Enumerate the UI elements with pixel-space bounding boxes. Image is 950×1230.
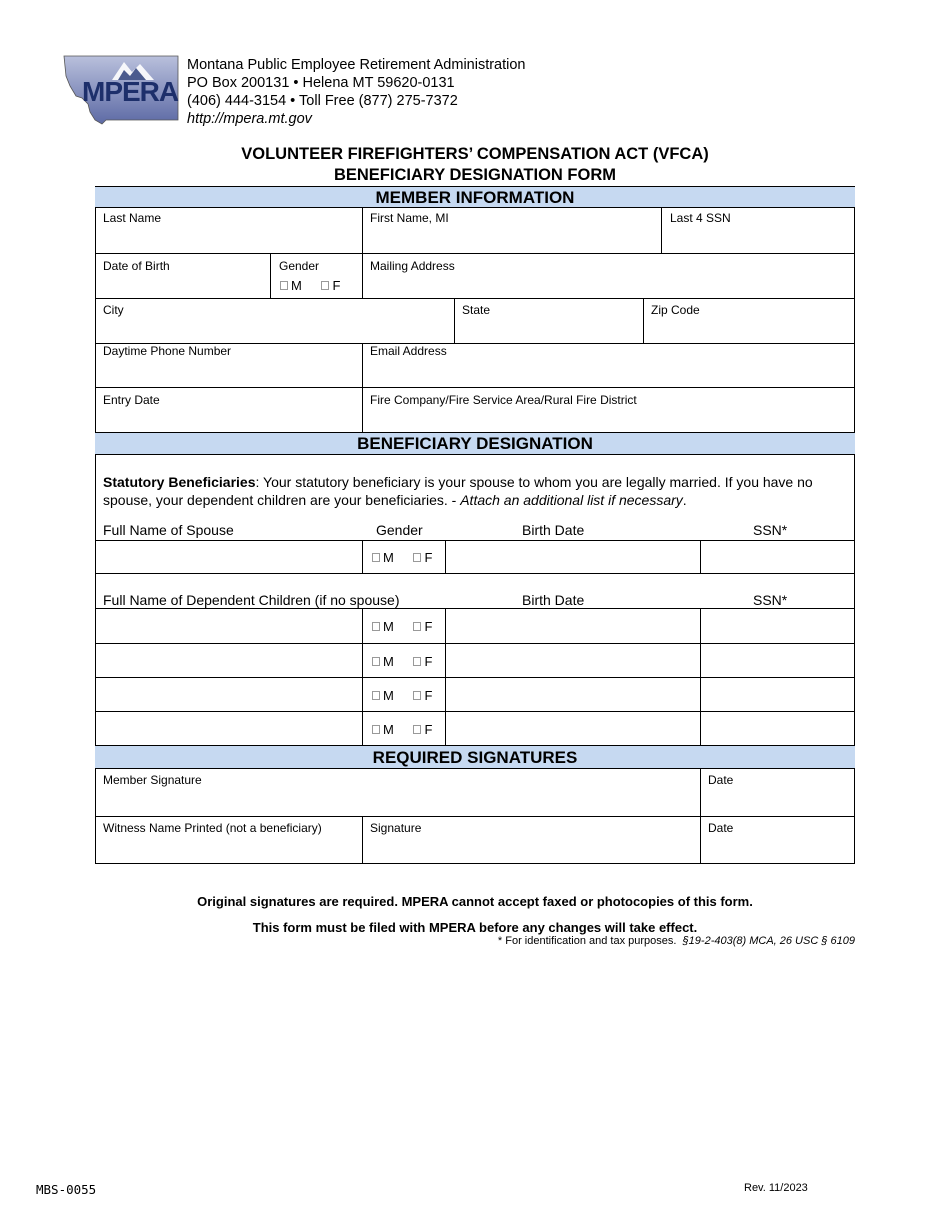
footnote: * For identification and tax purposes. §19-2-403(8) MCA, 26 USC § 6109 xyxy=(497,935,855,947)
city-input[interactable] xyxy=(100,320,454,342)
child-gender-m-checkbox[interactable]: M xyxy=(372,688,394,703)
section-signatures: REQUIRED SIGNATURES xyxy=(95,745,855,769)
witness-signature-input[interactable] xyxy=(367,838,700,862)
form-number: MBS-0055 xyxy=(36,1182,97,1197)
state-input[interactable] xyxy=(459,320,643,342)
children-birthdate-header: Birth Date xyxy=(522,592,585,608)
member-gender-f-checkbox[interactable]: F xyxy=(321,278,340,293)
witness-date-label: Date xyxy=(708,821,734,835)
child-gender-f-checkbox[interactable]: F xyxy=(413,722,432,737)
org-address: PO Box 200131 • Helena MT 59620-0131 xyxy=(187,75,455,91)
mpera-logo xyxy=(62,54,180,126)
member-gender-label: Gender xyxy=(279,259,320,273)
org-website[interactable]: http://mpera.mt.gov xyxy=(187,111,312,127)
spouse-ssn-input[interactable] xyxy=(705,545,855,571)
last4-ssn-input[interactable] xyxy=(666,228,855,252)
spouse-ssn-header: SSN* xyxy=(753,522,788,538)
children-ssn-header: SSN* xyxy=(753,592,788,608)
email-label: Email Address xyxy=(370,344,447,358)
mailing-address-label: Mailing Address xyxy=(370,259,455,273)
last-name-input[interactable] xyxy=(100,228,362,252)
spouse-gender-m-checkbox[interactable]: M xyxy=(372,550,394,565)
child-gender-options xyxy=(372,688,432,703)
first-name-input[interactable] xyxy=(367,228,661,252)
phone-input[interactable] xyxy=(100,362,362,386)
child-ssn-input[interactable] xyxy=(705,648,855,675)
fire-company-label: Fire Company/Fire Service Area/Rural Fire District xyxy=(370,393,637,407)
spouse-gender-f-checkbox[interactable]: F xyxy=(413,550,432,565)
child-gender-m-checkbox[interactable]: M xyxy=(372,722,394,737)
spouse-name-input[interactable] xyxy=(100,545,362,571)
mailing-address-input[interactable] xyxy=(367,275,855,297)
member-gender-options xyxy=(280,278,340,293)
spouse-birthdate-header: Birth Date xyxy=(522,522,585,538)
witness-name-label: Witness Name Printed (not a beneficiary) xyxy=(103,821,322,835)
child-birthdate-input[interactable] xyxy=(450,613,700,641)
child-gender-options xyxy=(372,722,432,737)
last-name-label: Last Name xyxy=(103,211,162,225)
child-gender-options xyxy=(372,619,432,634)
statutory-paragraph: Statutory Beneficiaries: Your statutory beneficiary is your spouse to whom you are legally married. If you have no spouse, your dependent children are your beneficiaries. - Attach an additional list if necessary. xyxy=(103,474,813,508)
fire-company-input[interactable] xyxy=(367,409,855,431)
child-gender-f-checkbox[interactable]: F xyxy=(413,688,432,703)
child-gender-m-checkbox[interactable]: M xyxy=(372,619,394,634)
child-birthdate-input[interactable] xyxy=(450,682,700,709)
first-name-label: First Name, MI xyxy=(370,211,449,225)
note-original-signatures: Original signatures are required. MPERA cannot accept faxed or photocopies of this form. xyxy=(197,894,753,909)
member-gender-m-checkbox[interactable]: M xyxy=(280,278,302,293)
dob-label: Date of Birth xyxy=(103,259,170,273)
member-signature-label: Member Signature xyxy=(103,773,202,787)
city-label: City xyxy=(103,303,124,317)
child-ssn-input[interactable] xyxy=(705,613,855,641)
member-signature-input[interactable] xyxy=(100,790,700,814)
section-member-info: MEMBER INFORMATION xyxy=(95,186,855,208)
entry-date-label: Entry Date xyxy=(103,393,160,407)
witness-name-input[interactable] xyxy=(100,838,362,862)
form-title-line2: BENEFICIARY DESIGNATION FORM xyxy=(333,166,617,184)
child-gender-options xyxy=(372,654,432,669)
dob-input[interactable] xyxy=(100,275,270,297)
form-title-line1: VOLUNTEER FIREFIGHTERS’ COMPENSATION ACT (VFCA) xyxy=(241,145,709,163)
last4-ssn-label: Last 4 SSN xyxy=(670,211,731,225)
child-name-input[interactable] xyxy=(100,613,362,641)
witness-signature-label: Signature xyxy=(370,821,422,835)
child-gender-f-checkbox[interactable]: F xyxy=(413,654,432,669)
child-birthdate-input[interactable] xyxy=(450,648,700,675)
child-birthdate-input[interactable] xyxy=(450,716,700,743)
state-label: State xyxy=(462,303,491,317)
org-name: Montana Public Employee Retirement Administration xyxy=(187,57,526,73)
member-date-input[interactable] xyxy=(705,790,855,814)
revision-date: Rev. 11/2023 xyxy=(744,1182,808,1194)
spouse-gender-header: Gender xyxy=(376,522,423,538)
spouse-gender-options xyxy=(372,550,432,565)
child-ssn-input[interactable] xyxy=(705,716,855,743)
section-beneficiary: BENEFICIARY DESIGNATION xyxy=(95,432,855,455)
org-phone: (406) 444-3154 • Toll Free (877) 275-7372 xyxy=(187,93,458,109)
logo-text: MPERA xyxy=(82,76,179,107)
member-date-label: Date xyxy=(708,773,734,787)
spouse-name-header: Full Name of Spouse xyxy=(103,522,234,538)
children-name-header: Full Name of Dependent Children (if no spouse) xyxy=(103,592,400,608)
zip-label: Zip Code xyxy=(651,303,700,317)
zip-input[interactable] xyxy=(648,320,855,342)
entry-date-input[interactable] xyxy=(100,409,362,431)
email-input[interactable] xyxy=(367,362,855,386)
child-ssn-input[interactable] xyxy=(705,682,855,709)
child-gender-m-checkbox[interactable]: M xyxy=(372,654,394,669)
note-file-with-mpera: This form must be filed with MPERA before any changes will take effect. xyxy=(252,920,698,935)
phone-label: Daytime Phone Number xyxy=(103,344,232,358)
witness-date-input[interactable] xyxy=(705,838,855,862)
child-name-input[interactable] xyxy=(100,682,362,709)
child-name-input[interactable] xyxy=(100,648,362,675)
spouse-birthdate-input[interactable] xyxy=(450,545,700,571)
child-name-input[interactable] xyxy=(100,716,362,743)
child-gender-f-checkbox[interactable]: F xyxy=(413,619,432,634)
